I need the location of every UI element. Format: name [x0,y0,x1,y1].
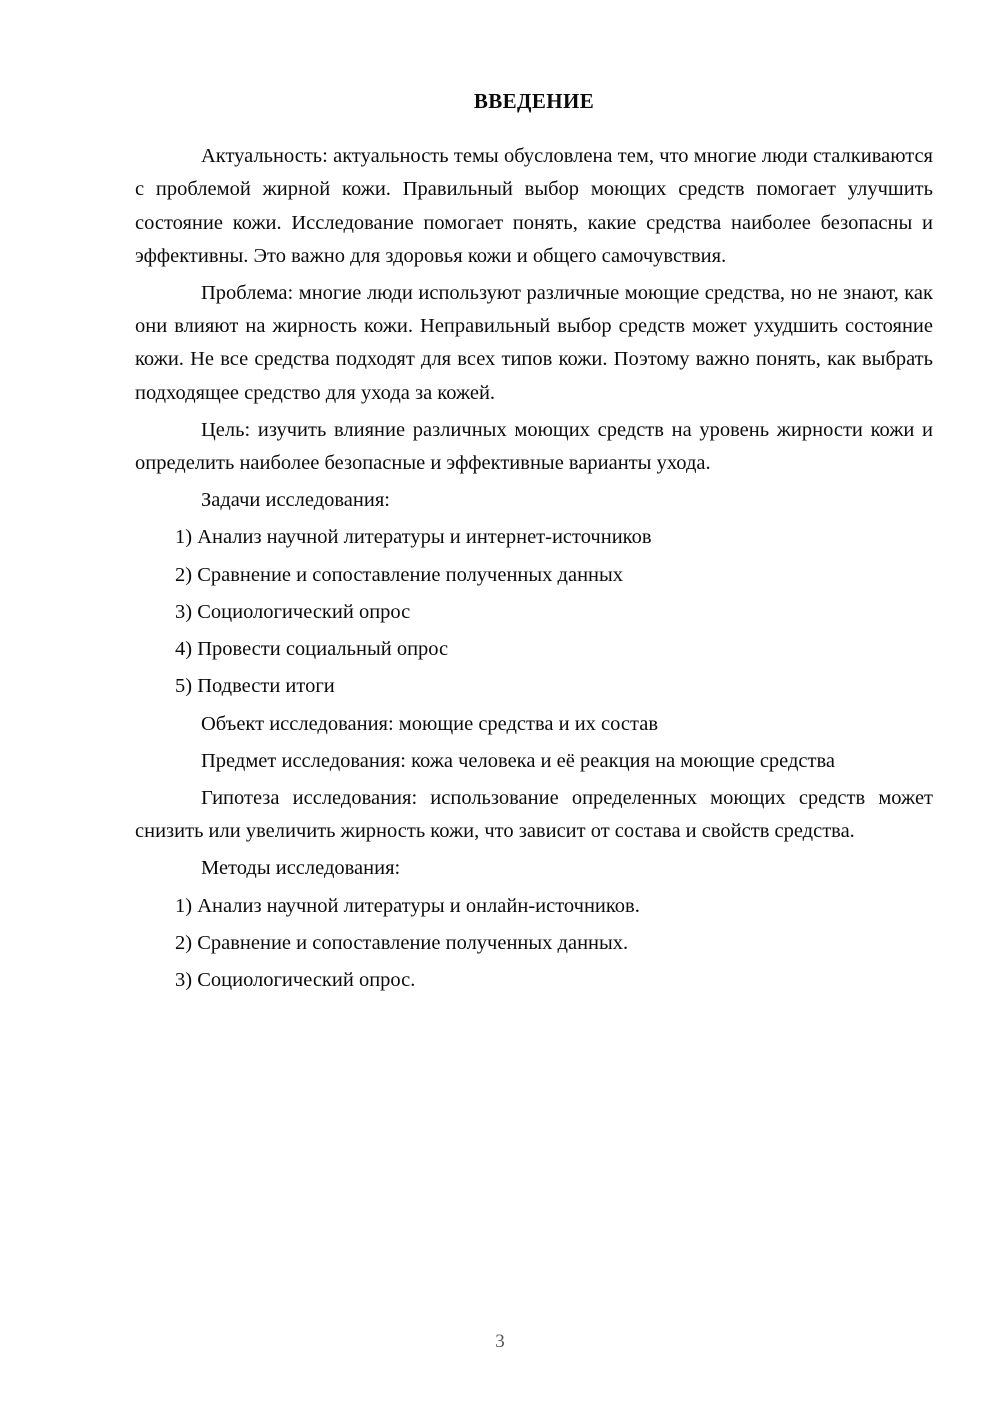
list-item: 2) Сравнение и сопоставление полученных данных. [175,931,629,954]
list-item: 1) Анализ научной литературы и онлайн-источников. [175,894,640,917]
list-item: 3) Социологический опрос. [175,968,416,991]
list-item: 5) Подвести итоги [175,675,335,698]
page-number: 3 [495,1331,505,1352]
methods-list [135,890,933,998]
paragraph-relevance: Актуальность: актуальность темы обусловлена тем, что многие люди сталкиваются с проблемой жирной кожи. Правильный выбор моющих средств помогает улучшить состояние кожи. Исследование помогает понять, какие средства наиболее безопасны и эффективны. Это важно для здоровья кожи и общего самочувствия. [135,145,933,267]
heading-methods: Методы исследования: [201,857,401,880]
document-body [135,88,933,1001]
paragraph-object: Объект исследования: моющие средства и их состав [201,712,659,735]
list-item: 4) Провести социальный опрос [175,638,449,661]
paragraph-goal: Цель: изучить влияние различных моющих средств на уровень жирности кожи и определить наиболее безопасные и эффективные варианты ухода. [135,418,933,475]
paragraph-subject: Предмет исследования: кожа человека и её реакция на моющие средства [201,749,835,772]
heading-tasks: Задачи исследования: [201,489,390,512]
tasks-list [135,521,933,703]
list-item: 1) Анализ научной литературы и интернет-источников [175,526,652,549]
page-title: ВВЕДЕНИЕ [473,89,595,113]
list-item: 2) Сравнение и сопоставление полученных данных [175,563,624,586]
list-item: 3) Социологический опрос [175,600,411,623]
paragraph-problem: Проблема: многие люди используют различные моющие средства, но не знают, как они влияют на жирность кожи. Неправильный выбор средств может ухудшить состояние кожи. Не все средства подходят для всех типов кожи. Поэтому важно понять, как выбрать подходящее средство для ухода за кожей. [135,282,933,404]
paragraph-hypothesis: Гипотеза исследования: использование определенных моющих средств может снизить или увеличить жирность кожи, что зависит от состава и свойств средства. [135,786,933,843]
